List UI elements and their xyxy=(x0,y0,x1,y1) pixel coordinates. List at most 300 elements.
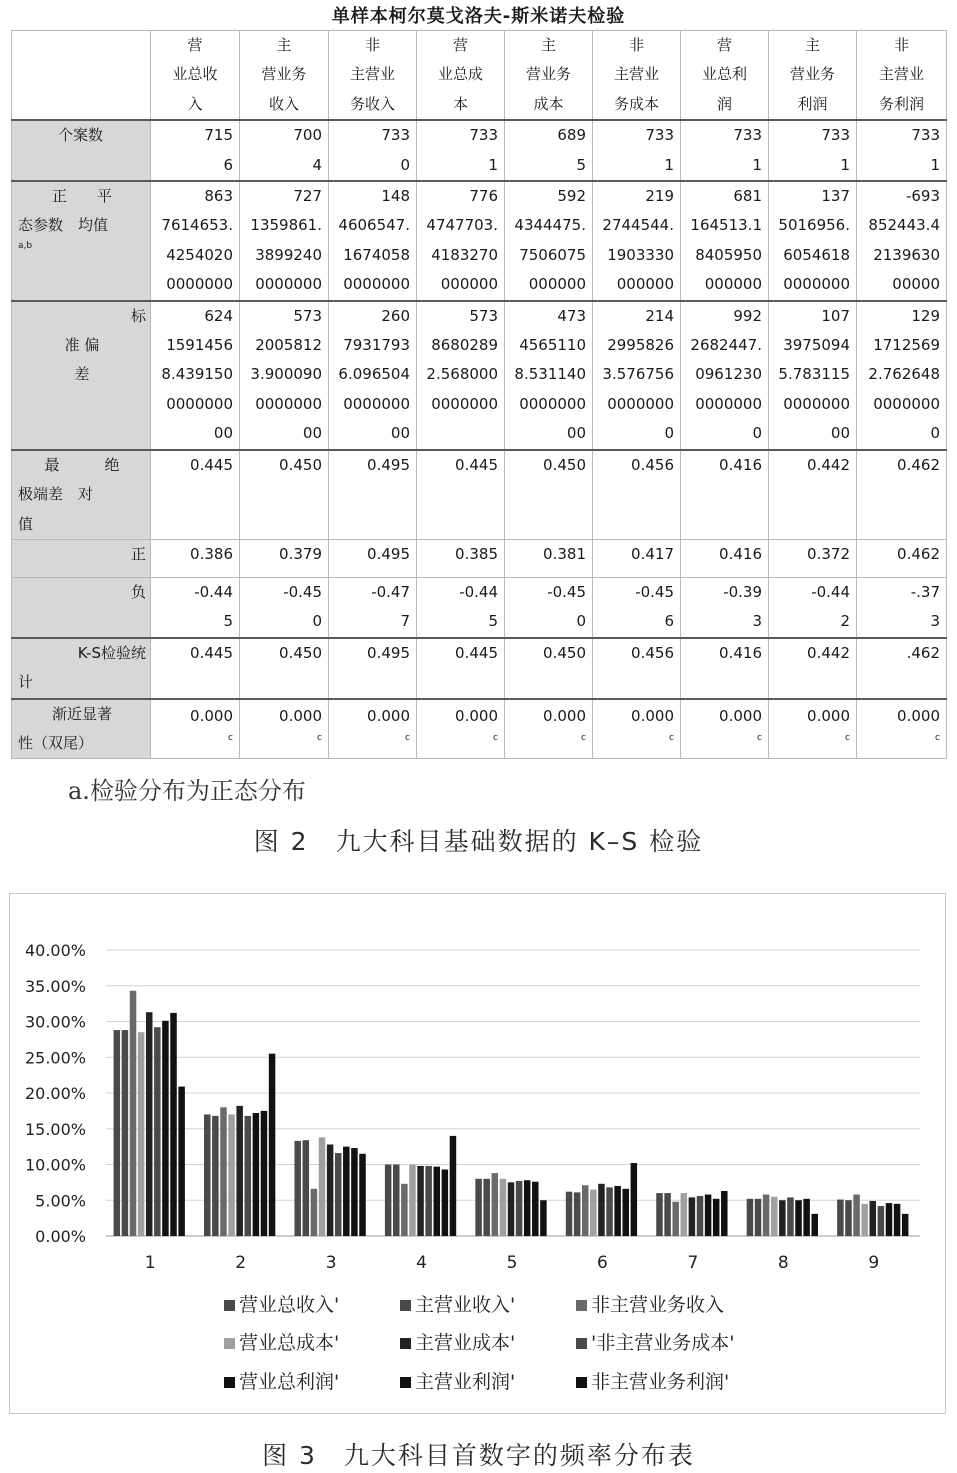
bar xyxy=(114,1030,121,1236)
std-cell-line: 2682447. xyxy=(690,336,762,355)
bar xyxy=(450,1136,457,1236)
mean-cell-line: 0000000 xyxy=(343,275,410,294)
mean-cell-line: 681 xyxy=(733,187,762,206)
legend-swatch xyxy=(400,1300,411,1311)
pos-cell: 0.462 xyxy=(857,539,947,577)
x-tick-label: 4 xyxy=(416,1253,427,1273)
std-cell-line: 1591456 xyxy=(166,336,233,355)
column-header-line: 利润 xyxy=(797,94,828,113)
bar xyxy=(705,1195,712,1236)
mean-cell-line: 8405950 xyxy=(695,245,762,264)
bar xyxy=(622,1189,629,1236)
bar xyxy=(853,1195,860,1236)
neg-cell-line: 0 xyxy=(576,612,586,631)
neg-cell xyxy=(240,577,329,637)
column-header-line: 主 xyxy=(540,36,556,54)
bar xyxy=(425,1166,432,1236)
column-header-line: 主营业 xyxy=(349,65,395,84)
bar xyxy=(343,1147,350,1236)
sig-cell xyxy=(857,699,947,759)
sig-cell xyxy=(593,699,681,759)
std-cell-line: 8680289 xyxy=(431,336,498,355)
std-cell-line: 1712569 xyxy=(873,336,940,355)
mean-cell-line: 164513.1 xyxy=(690,216,762,235)
bar xyxy=(582,1185,589,1236)
std-cell xyxy=(769,301,857,450)
row-mean xyxy=(12,181,947,301)
mean-cell-line: 5016956. xyxy=(778,216,850,235)
neg-cell-line: -0.45 xyxy=(635,582,674,601)
mean-cell-line: 2139630 xyxy=(873,245,940,264)
bar xyxy=(747,1199,754,1236)
bar xyxy=(795,1200,802,1236)
sig-cell xyxy=(151,699,240,759)
mean-cell-line: 0000000 xyxy=(166,275,233,294)
std-cell-line: 2.762648 xyxy=(868,365,940,384)
n-cell xyxy=(505,120,593,181)
legend-label: 营业总收入' xyxy=(239,1294,340,1316)
n-cell xyxy=(240,120,329,181)
std-cell xyxy=(329,301,417,450)
mean-cell-line: 2744544. xyxy=(602,216,674,235)
ks-cell: 0.495 xyxy=(329,638,417,699)
legend-label: 营业总成本' xyxy=(239,1332,340,1354)
column-header-line: 收入 xyxy=(268,94,299,113)
ks-cell: 0.450 xyxy=(240,638,329,699)
std-cell-line: 5.783115 xyxy=(778,365,850,384)
n-cell-line: 1 xyxy=(840,155,850,174)
abs-cell: 0.456 xyxy=(593,450,681,540)
abs-cell: 0.495 xyxy=(329,450,417,540)
n-cell-line: 0 xyxy=(400,155,410,174)
bar xyxy=(138,1032,145,1236)
mean-cell-line: 6054618 xyxy=(783,245,850,264)
row-ks xyxy=(12,638,947,699)
neg-cell-line: -0.44 xyxy=(811,582,850,601)
mean-cell-line: 727 xyxy=(293,187,322,206)
mean-cell-line: 1359861. xyxy=(250,216,322,235)
sig-mark: c xyxy=(845,732,850,743)
mean-cell-line: 219 xyxy=(645,187,674,206)
abs-cell: 0.450 xyxy=(240,450,329,540)
ks-test-table xyxy=(11,30,947,759)
pos-cell: 0.386 xyxy=(151,539,240,577)
std-cell-line: 3.576756 xyxy=(602,365,674,384)
mean-cell xyxy=(240,181,329,301)
column-header-line: 非 xyxy=(364,36,380,54)
legend-swatch xyxy=(400,1377,411,1388)
bar xyxy=(614,1186,621,1236)
n-cell xyxy=(857,120,947,181)
row-label xyxy=(12,699,151,759)
table-footnote: a.检验分布为正态分布 xyxy=(68,777,306,805)
row-label-line: 负 xyxy=(130,582,146,601)
mean-cell xyxy=(593,181,681,301)
column-header-line: 主营业 xyxy=(613,65,659,84)
y-tick-label: 5.00% xyxy=(35,1191,86,1211)
mean-cell-line: 592 xyxy=(557,187,586,206)
row-label-line: 差 xyxy=(74,365,90,384)
n-cell-line: 6 xyxy=(223,155,233,174)
pos-cell: 0.495 xyxy=(329,539,417,577)
column-header-line: 非 xyxy=(893,36,909,54)
n-cell-line: 1 xyxy=(488,155,498,174)
row-label-line: 值 xyxy=(18,514,34,533)
y-tick-label: 35.00% xyxy=(24,976,86,996)
std-cell-line: 0 xyxy=(752,424,762,443)
bar xyxy=(870,1201,877,1236)
bar xyxy=(566,1192,573,1236)
row-abs xyxy=(12,450,947,540)
std-cell-line: 0000000 xyxy=(607,394,674,413)
ks-cell: 0.456 xyxy=(593,638,681,699)
y-tick-label: 0.00% xyxy=(35,1227,86,1246)
mean-cell-line: 148 xyxy=(381,187,410,206)
bar xyxy=(162,1021,169,1236)
std-cell-line: 0000000 xyxy=(431,394,498,413)
bar xyxy=(664,1193,671,1236)
std-cell-line: 00 xyxy=(213,424,233,443)
neg-cell-line: 2 xyxy=(840,612,850,631)
std-cell-line: 0 xyxy=(930,424,940,443)
row-label-line: 正 平 xyxy=(51,187,112,206)
bar xyxy=(721,1191,728,1236)
mean-cell-line: 3899240 xyxy=(255,245,322,264)
bar xyxy=(154,1027,161,1236)
neg-cell-line: 3 xyxy=(930,612,940,631)
bar xyxy=(771,1197,778,1236)
sig-value: 0.000 xyxy=(631,706,674,725)
std-cell-line: 573 xyxy=(293,306,322,325)
std-cell-line: 6.096504 xyxy=(338,365,410,384)
row-label-line: 个案数 xyxy=(58,126,104,145)
neg-cell-line: 3 xyxy=(752,612,762,631)
sig-cell xyxy=(505,699,593,759)
legend-swatch xyxy=(224,1300,235,1311)
bar xyxy=(220,1107,227,1236)
bar xyxy=(598,1184,605,1236)
abs-cell: 0.445 xyxy=(417,450,505,540)
bar xyxy=(681,1193,688,1236)
neg-cell xyxy=(593,577,681,637)
column-header xyxy=(857,31,947,121)
std-cell-line: 3975094 xyxy=(783,336,850,355)
bar xyxy=(656,1193,663,1236)
ks-cell: 0.450 xyxy=(505,638,593,699)
row-n xyxy=(12,120,947,181)
std-cell-line: 129 xyxy=(911,306,940,325)
legend-label: 主营业成本' xyxy=(415,1332,516,1354)
std-cell-line: 8.531140 xyxy=(514,365,586,384)
n-cell xyxy=(329,120,417,181)
column-header xyxy=(769,31,857,121)
n-cell-line: 4 xyxy=(312,155,322,174)
neg-cell-line: 0 xyxy=(312,612,322,631)
sig-value: 0.000 xyxy=(190,706,233,725)
sig-mark: c xyxy=(669,732,674,743)
row-label xyxy=(12,539,151,577)
mean-cell-line: 000000 xyxy=(704,275,762,294)
std-cell-line: 00 xyxy=(390,424,410,443)
bar xyxy=(763,1195,770,1236)
bar xyxy=(697,1196,704,1236)
mean-cell-line: 4344475. xyxy=(514,216,586,235)
neg-cell-line: -0.45 xyxy=(283,582,322,601)
std-cell-line: 0000000 xyxy=(783,394,850,413)
std-cell-line: 2.568000 xyxy=(426,365,498,384)
std-cell xyxy=(681,301,769,450)
std-cell xyxy=(593,301,681,450)
abs-cell: 0.416 xyxy=(681,450,769,540)
column-header-line: 业总利 xyxy=(701,65,747,84)
bar xyxy=(204,1114,211,1236)
mean-cell-line: 00000 xyxy=(892,275,940,294)
bar xyxy=(606,1187,613,1236)
column-header-line: 成本 xyxy=(533,94,564,113)
bar xyxy=(434,1167,441,1236)
sig-cell xyxy=(681,699,769,759)
bar xyxy=(228,1114,235,1236)
bar xyxy=(861,1204,868,1236)
bar xyxy=(245,1116,252,1236)
mean-cell-line: 4254020 xyxy=(166,245,233,264)
table-title: 单样本柯尔莫戈洛夫-斯米诺夫检验 xyxy=(331,6,626,27)
row-label xyxy=(12,120,151,181)
mean-cell xyxy=(857,181,947,301)
n-cell-line: 689 xyxy=(557,126,586,145)
neg-cell-line: -.37 xyxy=(910,582,940,601)
bar xyxy=(837,1200,844,1236)
bar xyxy=(178,1087,185,1236)
bar xyxy=(417,1166,424,1236)
column-header-line: 务利润 xyxy=(878,94,924,113)
std-cell-line: 2005812 xyxy=(255,336,322,355)
pos-cell: 0.385 xyxy=(417,539,505,577)
n-cell-line: 1 xyxy=(752,155,762,174)
sig-mark: c xyxy=(581,732,586,743)
bar xyxy=(359,1154,366,1236)
header-corner xyxy=(12,31,151,121)
bar xyxy=(442,1170,449,1236)
mean-cell xyxy=(329,181,417,301)
column-header-line: 入 xyxy=(187,94,203,113)
neg-cell-line: 5 xyxy=(488,612,498,631)
column-header-line: 润 xyxy=(716,94,732,113)
x-tick-label: 1 xyxy=(144,1253,156,1273)
y-tick-label: 15.00% xyxy=(24,1119,86,1139)
legend-label: 非主营业务收入 xyxy=(591,1294,725,1316)
row-label xyxy=(12,450,151,540)
mean-cell-line: 0000000 xyxy=(255,275,322,294)
neg-cell-line: -0.44 xyxy=(459,582,498,601)
row-label-line: 态参数 均值 xyxy=(18,216,109,235)
column-header xyxy=(505,31,593,121)
row-label-line: 极端差 对 xyxy=(18,485,94,504)
neg-cell-line: 5 xyxy=(223,612,233,631)
row-label xyxy=(12,181,151,301)
bar xyxy=(500,1179,507,1236)
mean-cell-line: 852443.4 xyxy=(868,216,940,235)
sig-mark: c xyxy=(405,732,410,743)
mean-cell-line: 4183270 xyxy=(431,245,498,264)
bar xyxy=(590,1190,597,1236)
bar xyxy=(886,1203,893,1236)
bar xyxy=(294,1141,301,1236)
bar xyxy=(574,1192,581,1236)
sig-value: 0.000 xyxy=(719,706,762,725)
std-cell-line: 0000000 xyxy=(519,394,586,413)
column-header xyxy=(417,31,505,121)
n-cell-line: 733 xyxy=(821,126,850,145)
neg-cell xyxy=(329,577,417,637)
bar xyxy=(311,1189,318,1236)
sig-mark: c xyxy=(493,732,498,743)
mean-cell xyxy=(417,181,505,301)
neg-cell xyxy=(151,577,240,637)
column-header-line: 营业务 xyxy=(261,65,307,84)
row-label xyxy=(12,577,151,637)
legend-label: 主营业收入' xyxy=(415,1294,516,1316)
n-cell-line: 733 xyxy=(469,126,498,145)
bar xyxy=(508,1182,515,1236)
legend-swatch xyxy=(224,1338,235,1349)
row-label-line: 标 xyxy=(130,306,146,325)
n-cell-line: 733 xyxy=(645,126,674,145)
std-cell-line: 473 xyxy=(557,306,586,325)
sig-value: 0.000 xyxy=(543,706,586,725)
y-tick-label: 10.00% xyxy=(24,1155,86,1175)
column-header xyxy=(593,31,681,121)
abs-cell: 0.462 xyxy=(857,450,947,540)
std-cell-line: 992 xyxy=(733,306,762,325)
std-cell-line: 8.439150 xyxy=(161,365,233,384)
bar xyxy=(269,1054,276,1236)
n-cell-line: 733 xyxy=(911,126,940,145)
column-header-line: 营业务 xyxy=(525,65,571,84)
sig-mark: c xyxy=(935,732,940,743)
std-cell-line: 3.900090 xyxy=(250,365,322,384)
n-cell-line: 700 xyxy=(293,126,322,145)
row-positive xyxy=(12,539,947,577)
legend-swatch xyxy=(400,1338,411,1349)
std-cell-line: 0000000 xyxy=(343,394,410,413)
std-cell xyxy=(240,301,329,450)
std-cell-line: 2995826 xyxy=(607,336,674,355)
column-header xyxy=(240,31,329,121)
x-tick-label: 5 xyxy=(506,1253,518,1273)
y-tick-label: 40.00% xyxy=(24,941,86,960)
std-cell-line: 624 xyxy=(204,306,233,325)
digit-frequency-chart xyxy=(9,893,946,1414)
column-header-line: 主 xyxy=(276,36,292,54)
bar xyxy=(385,1165,392,1237)
bar xyxy=(811,1214,818,1236)
n-cell-line: 5 xyxy=(576,155,586,174)
mean-cell-line: 1674058 xyxy=(343,245,410,264)
sig-value: 0.000 xyxy=(897,706,940,725)
std-cell xyxy=(857,301,947,450)
x-tick-label: 2 xyxy=(235,1253,247,1273)
sig-cell xyxy=(240,699,329,759)
sig-cell xyxy=(769,699,857,759)
std-cell-line: 4565110 xyxy=(519,336,586,355)
row-sig xyxy=(12,699,947,759)
bar xyxy=(540,1200,547,1236)
std-cell-line: 214 xyxy=(645,306,674,325)
mean-cell-line: 137 xyxy=(821,187,850,206)
x-tick-label: 7 xyxy=(687,1253,699,1273)
row-label-line: K-S检验统 xyxy=(77,643,146,662)
sig-cell xyxy=(329,699,417,759)
column-header-line: 务成本 xyxy=(613,94,659,113)
n-cell xyxy=(593,120,681,181)
std-cell-line: 0000000 xyxy=(695,394,762,413)
n-cell-line: 1 xyxy=(930,155,940,174)
legend-swatch xyxy=(576,1338,587,1349)
column-header-line: 主 xyxy=(804,36,820,54)
row-label-line: 准 偏 xyxy=(64,336,100,355)
neg-cell-line: 6 xyxy=(664,612,674,631)
neg-cell-line: -0.39 xyxy=(723,582,762,601)
bar xyxy=(253,1113,260,1236)
pos-cell: 0.379 xyxy=(240,539,329,577)
row-label-line: 正 xyxy=(130,544,146,563)
std-cell-line: 260 xyxy=(381,306,410,325)
std-cell-line: 0 xyxy=(664,424,674,443)
x-tick-label: 6 xyxy=(597,1253,608,1273)
mean-cell xyxy=(151,181,240,301)
bar xyxy=(335,1153,342,1236)
bar xyxy=(130,991,137,1236)
bar xyxy=(319,1137,326,1236)
row-std xyxy=(12,301,947,450)
pos-cell: 0.417 xyxy=(593,539,681,577)
mean-cell xyxy=(505,181,593,301)
sig-value: 0.000 xyxy=(455,706,498,725)
mean-cell-line: -693 xyxy=(905,187,940,206)
bar xyxy=(409,1165,416,1237)
column-header-line: 非 xyxy=(628,36,644,54)
neg-cell-line: -0.47 xyxy=(371,582,410,601)
bar xyxy=(393,1165,400,1237)
std-cell-line: 00 xyxy=(302,424,322,443)
mean-cell-line: 1903330 xyxy=(607,245,674,264)
ks-cell: 0.442 xyxy=(769,638,857,699)
ks-cell: 0.445 xyxy=(417,638,505,699)
std-cell xyxy=(417,301,505,450)
bar xyxy=(327,1144,334,1236)
std-cell xyxy=(151,301,240,450)
column-header-line: 营 xyxy=(187,36,203,54)
bar xyxy=(779,1200,786,1236)
std-cell-line: 00 xyxy=(566,424,586,443)
mean-cell-line: 776 xyxy=(469,187,498,206)
bar xyxy=(212,1116,219,1236)
pos-cell: 0.372 xyxy=(769,539,857,577)
abs-cell: 0.450 xyxy=(505,450,593,540)
mean-cell-line: 7614653. xyxy=(161,216,233,235)
legend-swatch xyxy=(224,1377,235,1388)
bar xyxy=(516,1181,523,1236)
mean-cell-line: 000000 xyxy=(616,275,674,294)
bar xyxy=(845,1200,852,1236)
bar xyxy=(483,1179,490,1236)
ks-cell: 0.445 xyxy=(151,638,240,699)
column-header xyxy=(681,31,769,121)
x-tick-label: 8 xyxy=(777,1253,789,1273)
legend-swatch xyxy=(576,1300,587,1311)
row-label xyxy=(12,301,151,450)
